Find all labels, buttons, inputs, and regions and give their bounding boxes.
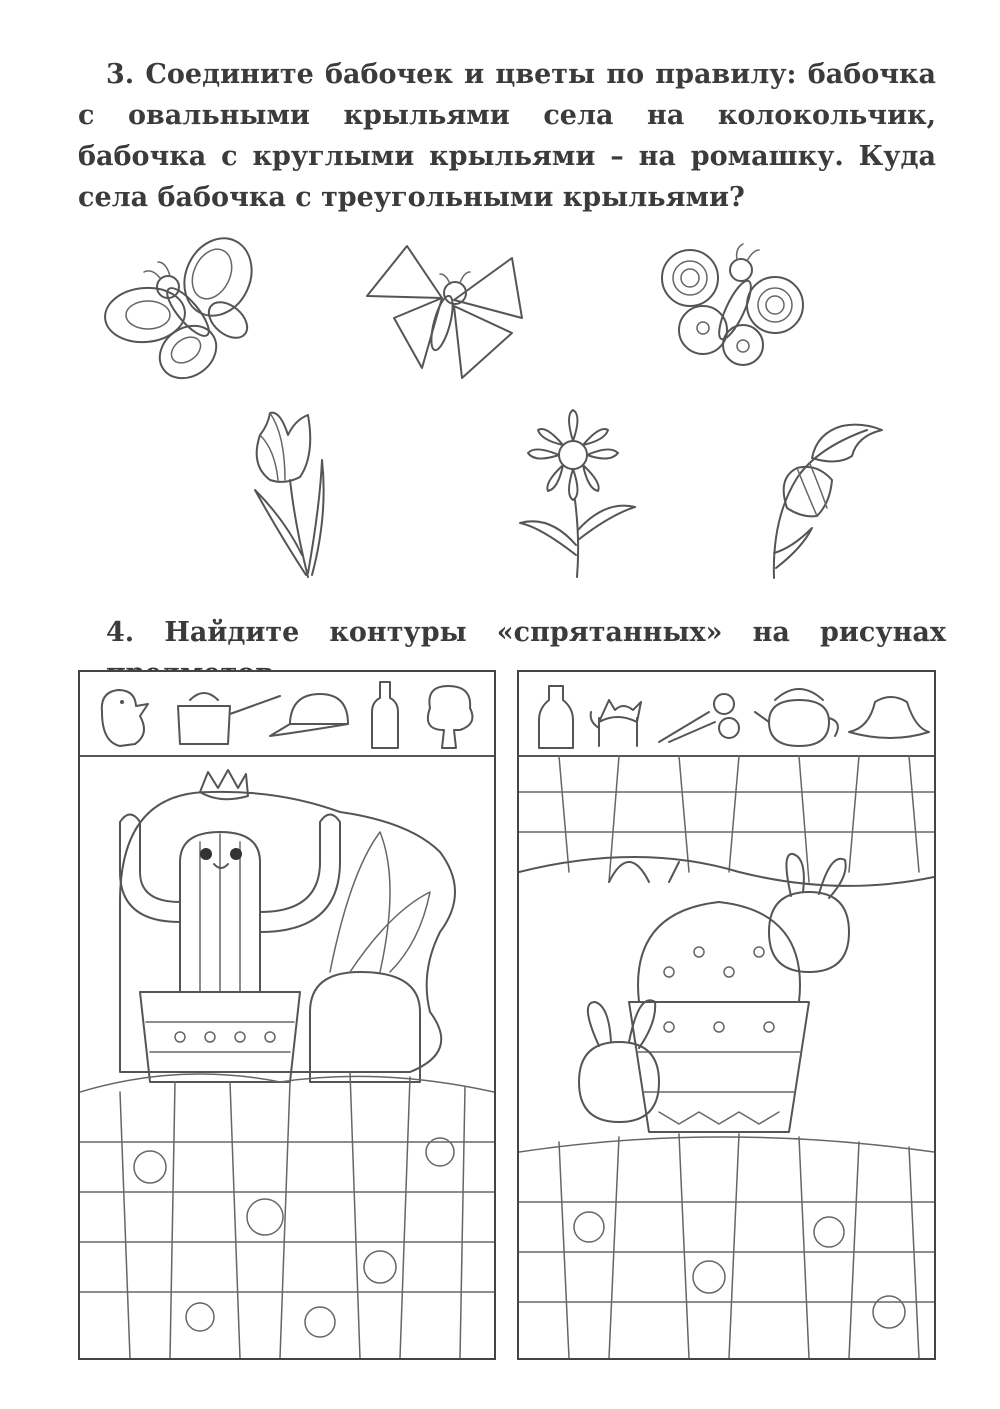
task-3-text: Соедините бабочек и цветы по правилу: бабочка с овальными крыльями села на колокольчик, бабочка с круглыми крыльями – на ромашку. Куда села бабочка с треугольными крыльями? — [78, 59, 936, 213]
task-3-number: 3. — [106, 59, 135, 90]
chick-icon — [102, 690, 148, 746]
bellflower-flower — [762, 418, 887, 583]
right-hidden-objects-panel — [517, 670, 936, 1360]
butterfly-round-wings — [655, 240, 815, 370]
mosaic-ground — [519, 1134, 934, 1358]
left-hidden-objects-panel — [78, 670, 496, 1360]
task-3-instructions — [78, 54, 936, 218]
task-4-text: Найдите контуры «спрятанных» на рисунах — [164, 617, 946, 648]
bunnies-cupcake-illustration — [579, 854, 849, 1132]
scissors-icon — [659, 694, 739, 742]
butterfly-triangle-wings — [362, 238, 532, 383]
mosaic-background — [519, 756, 934, 886]
cactus-illustration — [120, 770, 455, 1082]
tulip-flower — [240, 405, 335, 580]
tree-icon — [428, 686, 473, 748]
cap-icon — [270, 694, 348, 736]
teapot-icon — [755, 689, 838, 746]
bottle-icon — [539, 686, 573, 748]
butterfly-oval-wings — [100, 232, 260, 387]
task-4-number: 4. — [106, 617, 135, 648]
saucepan-icon — [178, 693, 280, 744]
mosaic-ground — [80, 1072, 494, 1358]
bottle-icon — [372, 682, 398, 748]
hat-icon — [849, 697, 929, 738]
kitten-icon — [591, 700, 641, 746]
daisy-flower — [510, 405, 645, 580]
